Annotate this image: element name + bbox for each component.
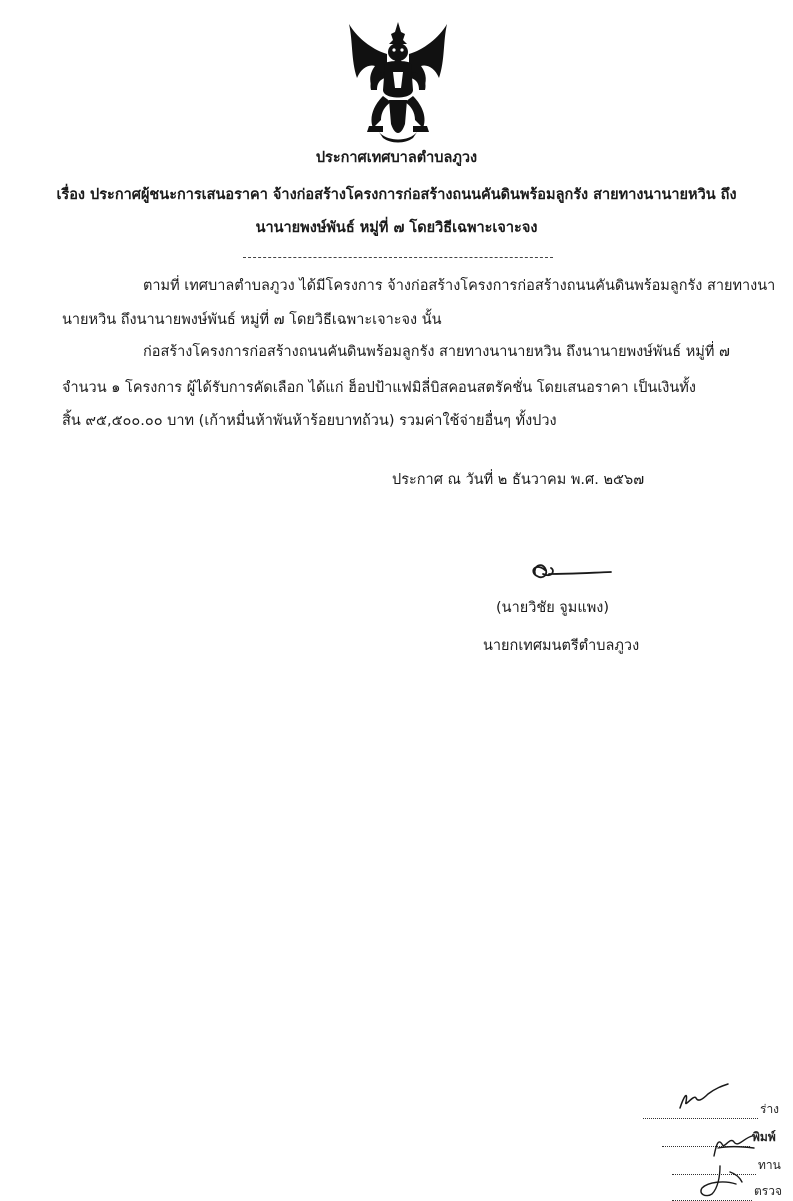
- paragraph-2-line-1: ก่อสร้างโครงการก่อสร้างถนนคันดินพร้อมลูกรัง สายทางนานายหวิน ถึงนานายพงษ์พันธ์ หมู่ที่ ๗: [143, 344, 730, 360]
- paragraph-2-line-3: สิ้น ๙๕,๕๐๐.๐๐ บาท (เก้าหมื่นห้าพันห้าร้อยบาทถ้วน) รวมค่าใช้จ่ายอื่นๆ ทั้งปวง: [62, 413, 557, 429]
- footer-check-label: พิมพ์: [752, 1130, 776, 1144]
- footer-check-label: ทาน: [758, 1158, 781, 1172]
- paragraph-1-line-2: นายหวิน ถึงนานายพงษ์พันธ์ หมู่ที่ ๗ โดยวิธีเฉพาะเจาะจง นั้น: [62, 312, 442, 328]
- paragraph-2-line-2: จำนวน ๑ โครงการ ผู้ได้รับการคัดเลือก ได้แก่ ฮ็อปป้าแฟมิลี่บิสคอนสตรัคชั่น โดยเสนอราคา เป็นเงินทั้ง: [62, 380, 696, 396]
- footer-initial-verify: [690, 1164, 750, 1198]
- signature-mark: [525, 556, 615, 586]
- footer-check-label: ตรวจ: [754, 1184, 783, 1198]
- subject-line-2: นานายพงษ์พันธ์ หมู่ที่ ๗ โดยวิธีเฉพาะเจาะจง: [255, 220, 538, 236]
- document-heading: ประกาศเทศบาลตำบลภูวง: [315, 150, 478, 166]
- paragraph-1-line-1: ตามที่ เทศบาลตำบลภูวง ได้มีโครงการ จ้างก่อสร้างโครงการก่อสร้างถนนคันดินพร้อมลูกรัง สายทางนา: [143, 278, 776, 294]
- subject-line-1: เรื่อง ประกาศผู้ชนะการเสนอราคา จ้างก่อสร้างโครงการก่อสร้างถนนคันดินพร้อมลูกรัง สายทางนานายหวิน ถึง: [56, 187, 737, 203]
- footer-initial-draft: [672, 1082, 732, 1112]
- footer-check-label: ร่าง: [760, 1102, 780, 1116]
- heading-divider: [243, 257, 553, 258]
- signer-name: (นายวิชัย จูมแพง): [496, 600, 609, 616]
- signer-title: นายกเทศมนตรีตำบลภูวง: [483, 638, 640, 654]
- announcement-date: ประกาศ ณ วันที่ ๒ ธันวาคม พ.ศ. ๒๕๖๗: [392, 472, 645, 488]
- footer-initial-review: [708, 1128, 758, 1158]
- garuda-emblem-icon: [343, 20, 453, 144]
